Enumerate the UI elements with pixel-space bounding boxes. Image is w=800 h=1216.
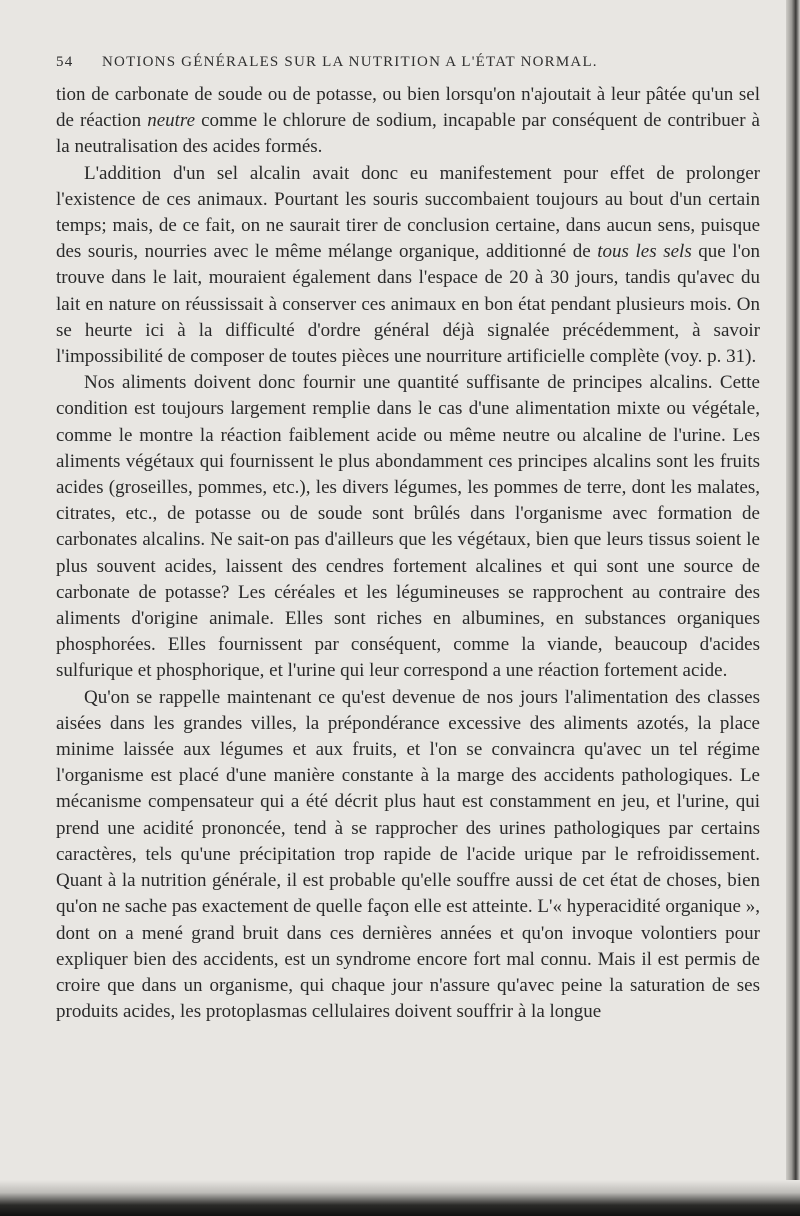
text-run: que l'on trouve dans le lait, mouraient également dans l'espace de 20 à 30 jours, tandis qu'avec du lait en nature on réussissait à conserver ces animaux en bon état pendant plusieurs mois. On se heurte ici à la difficulté d'ordre général déjà signalée précédemment, à savoir l'impossibilité de composer de toutes pièces une nourriture artificielle complète (voy. p. 31). bbox=[56, 241, 760, 368]
italic-text: neutre bbox=[147, 110, 196, 132]
page-right-edge bbox=[786, 0, 800, 1216]
text-run: tion de carbonate de soude ou de potasse, ou bien lorsqu'on n'ajoutait à leur pâtée qu'un sel de réaction bbox=[56, 84, 760, 132]
text-run: L'addition d'un sel alcalin avait donc eu manifestement pour effet de prolonger l'existence de ces animaux. Pourtant les souris succombaient toujours au bout d'un certain temps; mais, de ce fait, on ne saurait tirer de conclusion certaine, dans aucun sens, puisque des souris, nourries avec le même mélange organique, additionné de bbox=[56, 162, 760, 263]
text-run: comme le chlorure de sodium, incapable par conséquent de contribuer à la neutralisation des acides formés. bbox=[56, 110, 760, 158]
text-run: Qu'on se rappelle maintenant ce qu'est devenue de nos jours l'alimentation des classes aisées dans les grandes villes, la prépondérance excessive des aliments azotés, la place minime laissée aux légumes et aux fruits, et l'on se convaincra qu'avec un tel régime l'organisme est placé d'une manière constante à la marge des accidents pathologiques. Le mécanisme compensateur qui a été décrit plus haut est constamment en jeu, et l'urine, qui prend une acidité prononcée, tend à se rapprocher des urines pathologiques par certains caractères, tels qu'une précipitation trop rapide de l'acide urique par le refroidissement. Quant à la nutrition générale, il est probable qu'elle souffre aussi de cet état de choses, bien qu'on ne sache pas exactement de quelle façon elle est atteinte. L'« hyperacidité organique », dont on a mené grand bruit dans ces dernières années et qu'on invoque volontiers pour expliquer bien des accidents, est un syndrome encore fort mal connu. Mais il est permis de croire que dans un organisme, qui chaque jour n'assure qu'avec peine la saturation de ses produits acides, les protoplasmas cellulaires doivent souffrir à la longue bbox=[56, 686, 760, 1023]
page-bottom-edge bbox=[0, 1180, 800, 1216]
page-header bbox=[56, 54, 756, 78]
paragraph-continuation bbox=[56, 82, 760, 161]
body-text bbox=[56, 82, 760, 1162]
paragraph bbox=[56, 370, 760, 684]
running-head: NOTIONS GÉNÉRALES SUR LA NUTRITION A L'ÉTAT NORMAL. bbox=[102, 54, 598, 70]
italic-text: tous les sels bbox=[597, 241, 692, 263]
paragraph bbox=[56, 685, 760, 1026]
paragraph bbox=[56, 161, 760, 371]
page-number: 54 bbox=[56, 54, 74, 70]
text-run: Nos aliments doivent donc fournir une quantité suffisante de principes alcalins. Cette condition est toujours largement remplie dans le cas d'une alimentation mixte ou végétale, comme le montre la réaction faiblement acide ou même neutre ou alcaline de l'urine. Les aliments végétaux qui fournissent le plus abondamment ces principes alcalins sont les fruits acides (groseilles, pommes, etc.), les divers légumes, les pommes de terre, dont les malates, citrates, etc., de potasse ou de soude sont brûlés dans l'organisme avec formation de carbonates alcalins. Ne sait-on pas d'ailleurs que les végétaux, bien que leurs tissus soient le plus souvent acides, laissent des cendres fortement alcalines et qui sont une source de carbonate de potasse? Les céréales et les légumineuses se rapprochent au contraire des aliments d'origine animale. Elles sont riches en albumines, en substances organiques phosphorées. Elles fournissent par conséquent, comme la viande, beaucoup d'acides sulfurique et phosphorique, et l'urine qui leur correspond a une réaction fortement acide. bbox=[56, 372, 760, 682]
